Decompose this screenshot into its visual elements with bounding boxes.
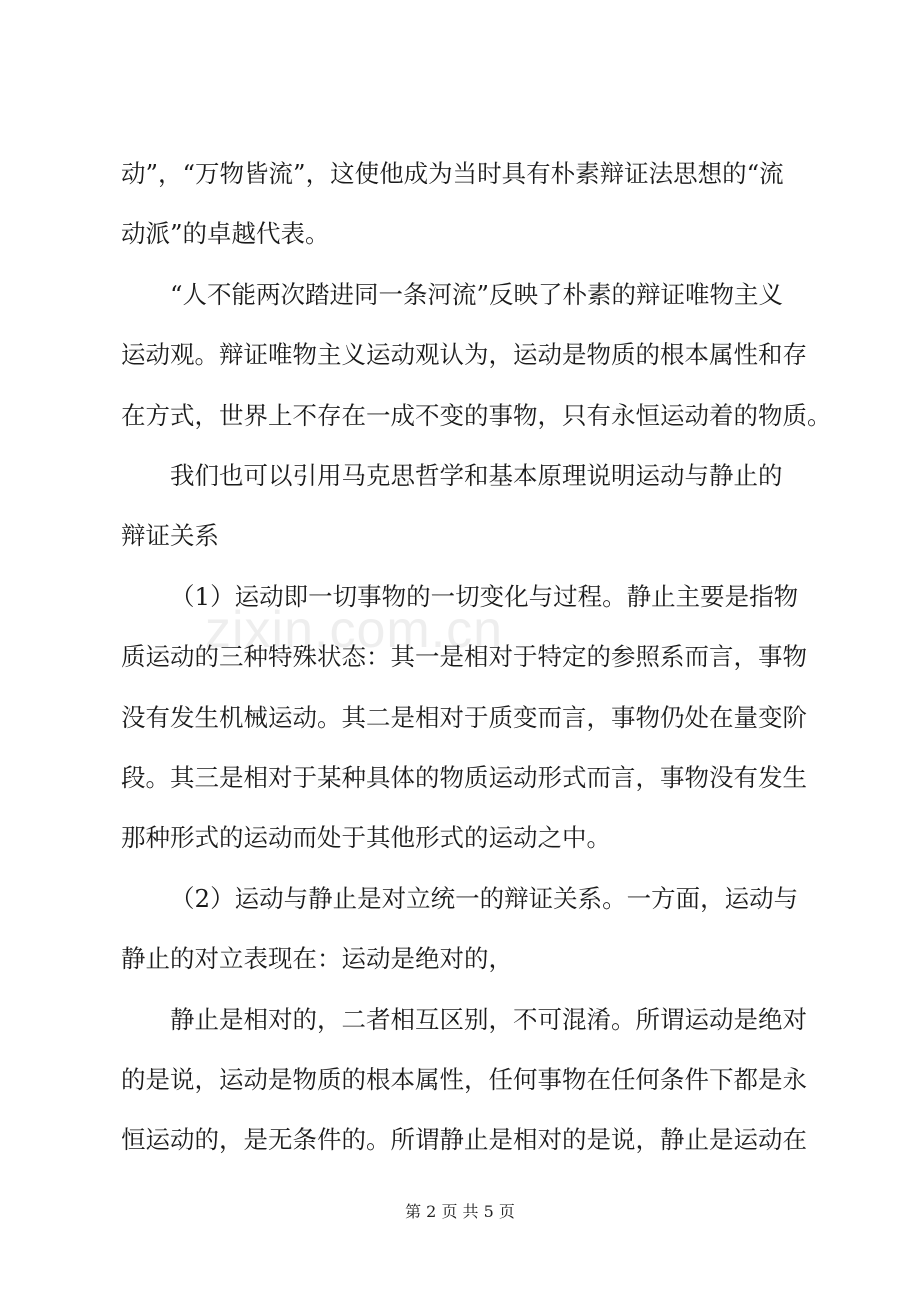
- text-line-content: 的是说，运动是物质的根本属性，任何事物在任何条件下都是永: [121, 1065, 807, 1094]
- text-line-content: 动派”的卓越代表。: [121, 219, 330, 248]
- text-line-content: 没有发生机械运动。其二是相对于质变而言，事物仍处在量变阶: [121, 703, 807, 732]
- text-line-content: （2）运动与静止是对立统一的辩证关系。一方面，运动与: [170, 884, 799, 913]
- text-line-content: 我们也可以引用马克思哲学和基本原理说明运动与静止的: [170, 461, 783, 490]
- page-footer: 第 2 页 共 5 页: [405, 1202, 515, 1221]
- watermark: zixin.com.cn: [205, 601, 504, 659]
- text-line-content: 段。其三是相对于某种具体的物质运动形式而言，事物没有发生: [121, 763, 807, 792]
- text-line-content: 静止是相对的，二者相互区别，不可混淆。所谓运动是绝对: [170, 1005, 807, 1034]
- text-line-content: 恒运动的，是无条件的。所谓静止是相对的是说，静止是运动在: [121, 1125, 807, 1154]
- text-line-content: 那种形式的运动而处于其他形式的运动之中。: [121, 823, 611, 852]
- text-line-content: 运动观。辩证唯物主义运动观认为，运动是物质的根本属性和存: [121, 340, 807, 369]
- text-line-content: 动”，“万物皆流”，这使他成为当时具有朴素辩证法思想的“流: [121, 159, 784, 188]
- text-line-content: “人不能两次踏进同一条河流”反映了朴素的辩证唯物主义: [170, 280, 784, 309]
- text-line-content: 静止的对立表现在：运动是绝对的，: [121, 944, 513, 973]
- text-line-content: （1）运动即一切事物的一切变化与过程。静止主要是指物: [170, 582, 799, 611]
- text-line-content: 质运动的三种特殊状态：其一是相对于特定的参照系而言，事物: [121, 642, 807, 671]
- text-line-content: 辩证关系: [121, 521, 219, 550]
- text-line-content: 在方式，世界上不存在一成不变的事物，只有永恒运动着的物质。: [121, 401, 832, 430]
